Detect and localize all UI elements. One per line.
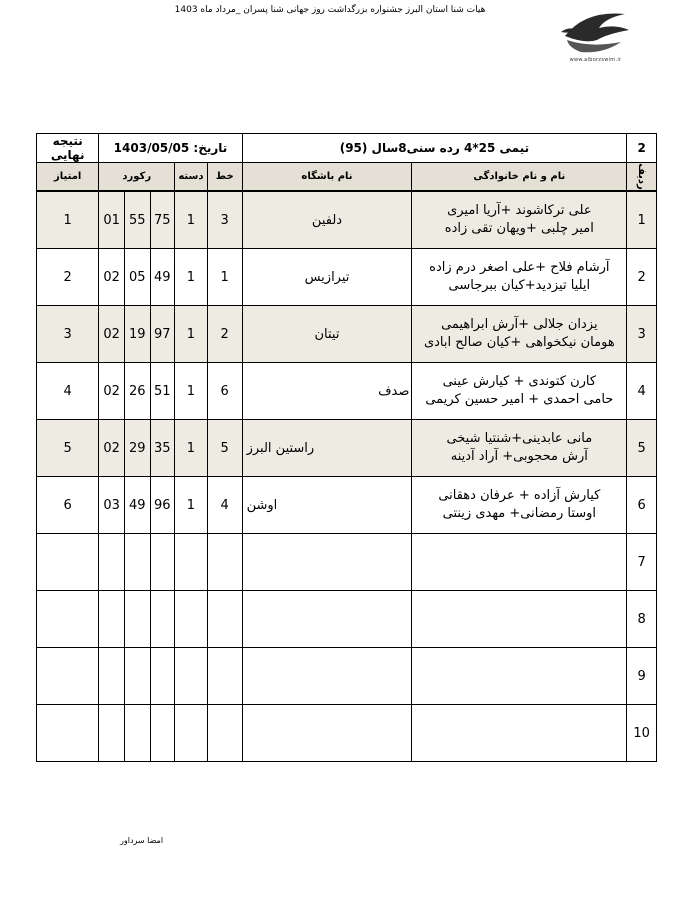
club-cell: صدف [242, 363, 412, 420]
heat-cell: 1 [175, 191, 208, 249]
record-cs: 51 [150, 363, 175, 420]
club-cell: اوشن [242, 477, 412, 534]
row-number: 10 [627, 705, 657, 762]
club-cell: دلفین [242, 191, 412, 249]
club-cell [242, 534, 412, 591]
page-header-title: هیات شنا استان البرز جشنواره بزرگداشت روز جهانی شنا پسران _مرداد ماه 1403 [174, 5, 486, 15]
date-label: تاریخ: [193, 141, 228, 155]
swimmers-cell [412, 191, 627, 249]
row-number: 8 [627, 591, 657, 648]
club-cell: راستین البرز [242, 420, 412, 477]
record-min: 02 [99, 249, 125, 306]
event-title-cell [242, 134, 627, 163]
row-number: 3 [627, 306, 657, 363]
heat-cell [175, 534, 208, 591]
club-cell [242, 591, 412, 648]
row-number: 5 [627, 420, 657, 477]
row-number: 7 [627, 534, 657, 591]
heat-cell [175, 705, 208, 762]
col-club: نام باشگاه [242, 163, 412, 192]
table-row [37, 363, 657, 420]
swimmers-cell [412, 591, 627, 648]
record-cs: 49 [150, 249, 175, 306]
swimmers-cell [412, 534, 627, 591]
record-cs [150, 705, 175, 762]
record-sec [124, 591, 150, 648]
lane-cell: 3 [207, 191, 242, 249]
points-cell: 6 [37, 477, 99, 534]
club-cell [242, 705, 412, 762]
swimmers-line-1: علی ترکاشوند +آریا امیری [447, 203, 592, 218]
event-date-cell [99, 134, 242, 163]
lane-cell [207, 591, 242, 648]
referee-signature-label: امضا سرداور [120, 836, 164, 845]
points-cell: 1 [37, 191, 99, 249]
col-heat: دسته [175, 163, 208, 192]
lane-cell [207, 705, 242, 762]
record-sec [124, 648, 150, 705]
swimmers-cell [412, 249, 627, 306]
event-date: 1403/05/05 [113, 141, 190, 155]
row-number: 2 [627, 249, 657, 306]
col-record: رکورد [99, 163, 175, 192]
lane-cell: 5 [207, 420, 242, 477]
event-info-row [37, 134, 657, 163]
col-row-no [627, 163, 657, 192]
col-points: امتیاز [37, 163, 99, 192]
heat-cell [175, 648, 208, 705]
record-cs [150, 648, 175, 705]
record-cs [150, 534, 175, 591]
record-min [99, 648, 125, 705]
results-table [36, 133, 657, 762]
swimmers-cell [412, 363, 627, 420]
table-row [37, 191, 657, 249]
record-sec: 55 [124, 191, 150, 249]
swimmers-line-1: یزدان جلالی +آرش ابراهیمی [441, 317, 598, 332]
club-cell: تیرازیس [242, 249, 412, 306]
swimmers-line-1: آرشام فلاح +علی اصغر درم زاده [429, 260, 610, 275]
swimmers-cell [412, 420, 627, 477]
record-min: 03 [99, 477, 125, 534]
record-cs: 35 [150, 420, 175, 477]
swimmers-line-2: حامی احمدی + امیر حسین کریمی [425, 392, 614, 407]
swimmers-line-2: هومان نیکخواهی +کیان صالح ابادی [423, 335, 615, 350]
table-row-empty [37, 534, 657, 591]
table-row-empty [37, 648, 657, 705]
swimmers-line-1: کارن کتوندی + کیارش عینی [442, 374, 597, 389]
federation-logo [555, 6, 635, 62]
points-cell: 2 [37, 249, 99, 306]
club-cell [242, 648, 412, 705]
heat-cell: 1 [175, 477, 208, 534]
swimmers-cell [412, 648, 627, 705]
row-number: 4 [627, 363, 657, 420]
row-number: 9 [627, 648, 657, 705]
record-min: 02 [99, 306, 125, 363]
lane-cell: 6 [207, 363, 242, 420]
table-row-empty [37, 591, 657, 648]
lane-cell: 4 [207, 477, 242, 534]
points-cell: 5 [37, 420, 99, 477]
heat-cell [175, 591, 208, 648]
col-lane: خط [207, 163, 242, 192]
event-title: تیمی 25*4 رده سنی8سال (95) [339, 141, 530, 155]
table-row [37, 306, 657, 363]
lane-cell: 2 [207, 306, 242, 363]
swimmers-cell [412, 477, 627, 534]
lane-cell [207, 534, 242, 591]
record-cs: 96 [150, 477, 175, 534]
swimmers-cell [412, 306, 627, 363]
points-cell [37, 534, 99, 591]
swimmers-cell [412, 705, 627, 762]
record-sec: 19 [124, 306, 150, 363]
record-min [99, 534, 125, 591]
swimmers-line-1: مانی عابدینی+شنتیا شیخی [446, 431, 593, 446]
record-sec: 05 [124, 249, 150, 306]
final-result-label: نتیجه نهایی [37, 134, 99, 163]
record-cs: 97 [150, 306, 175, 363]
record-sec [124, 534, 150, 591]
table-row [37, 249, 657, 306]
row-number: 6 [627, 477, 657, 534]
record-min [99, 591, 125, 648]
table-row [37, 420, 657, 477]
heat-cell: 1 [175, 363, 208, 420]
record-sec: 26 [124, 363, 150, 420]
table-row-empty [37, 705, 657, 762]
points-cell: 3 [37, 306, 99, 363]
swimmers-line-2: اوستا رمضانی+ مهدی زینتی [442, 506, 597, 521]
row-no-label: ردیف [636, 163, 648, 190]
col-swimmers: نام و نام خانوادگی [412, 163, 627, 192]
points-cell [37, 705, 99, 762]
column-header-row [37, 163, 657, 192]
record-sec [124, 705, 150, 762]
record-sec: 49 [124, 477, 150, 534]
points-cell: 4 [37, 363, 99, 420]
record-sec: 29 [124, 420, 150, 477]
event-number: 2 [627, 134, 657, 163]
swimmers-line-1: کیارش آزاده + عرفان دهقانی [438, 488, 601, 503]
record-min: 02 [99, 363, 125, 420]
swimmers-line-2: ایلیا تیزدید+کیان ببرجاسی [448, 278, 591, 293]
points-cell [37, 591, 99, 648]
points-cell [37, 648, 99, 705]
swimmers-line-2: امیر چلبی +ویهان تقی زاده [444, 221, 594, 236]
swimmers-line-2: آرش محجوبی+ آراد آدینه [450, 449, 588, 464]
table-row [37, 477, 657, 534]
record-min [99, 705, 125, 762]
record-cs: 75 [150, 191, 175, 249]
club-cell: تیتان [242, 306, 412, 363]
logo-url-text: www.alborzswim.ir [569, 57, 622, 63]
row-number: 1 [627, 191, 657, 249]
heat-cell: 1 [175, 306, 208, 363]
lane-cell: 1 [207, 249, 242, 306]
record-min: 02 [99, 420, 125, 477]
lane-cell [207, 648, 242, 705]
heat-cell: 1 [175, 249, 208, 306]
record-cs [150, 591, 175, 648]
record-min: 01 [99, 191, 125, 249]
heat-cell: 1 [175, 420, 208, 477]
swan-logo-icon [555, 6, 635, 58]
